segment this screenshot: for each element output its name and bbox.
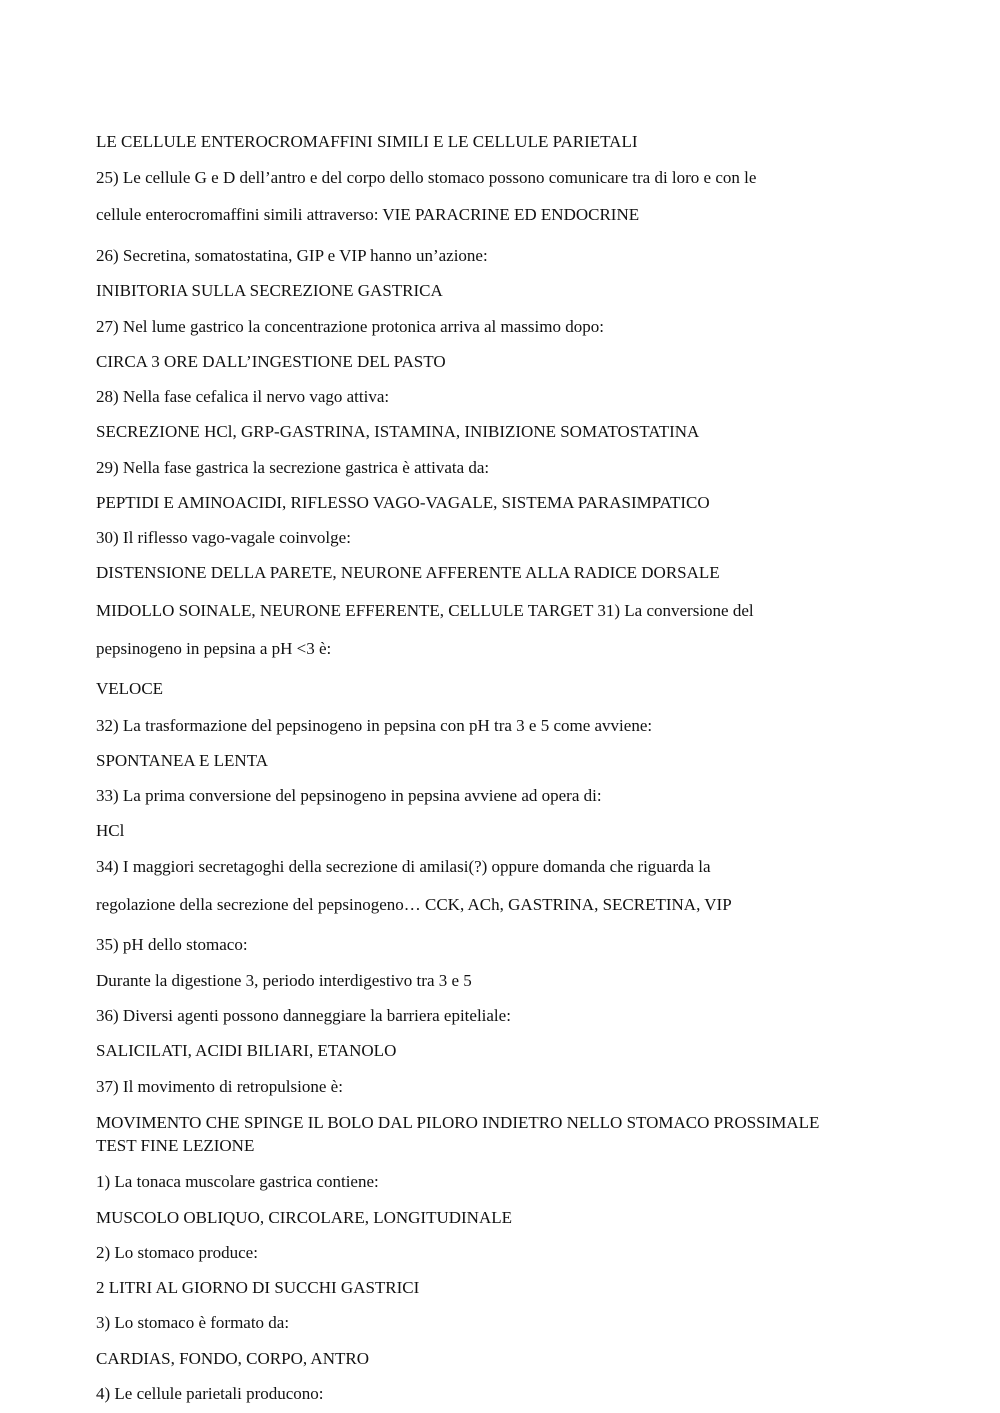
answer-text: CARDIAS, FONDO, CORPO, ANTRO bbox=[96, 1349, 369, 1368]
question-text: 30) Il riflesso vago-vagale coinvolge: bbox=[96, 528, 351, 547]
question-text: 29) Nella fase gastrica la secrezione gastrica è attivata da: bbox=[96, 458, 490, 477]
question-text: 32) La trasformazione del pepsinogeno in pepsina con pH tra 3 e 5 come avviene: bbox=[96, 716, 653, 735]
question-text: 2) Lo stomaco produce: bbox=[96, 1243, 258, 1262]
question-text: 4) Le cellule parietali producono: bbox=[96, 1384, 324, 1403]
question-text: 35) pH dello stomaco: bbox=[96, 935, 248, 954]
answer-text: CIRCA 3 ORE DALL’INGESTIONE DEL PASTO bbox=[96, 352, 446, 371]
answer-text: SALICILATI, ACIDI BILIARI, ETANOLO bbox=[96, 1041, 397, 1060]
answer-text: MIDOLLO SOINALE, NEURONE EFFERENTE, CELLULE TARGET 31) La conversione del bbox=[96, 601, 754, 620]
answer-text: HCl bbox=[96, 821, 125, 840]
answer-text: DISTENSIONE DELLA PARETE, NEURONE AFFERENTE ALLA RADICE DORSALE bbox=[96, 563, 720, 582]
section-heading: LE CELLULE ENTEROCROMAFFINI SIMILI E LE CELLULE PARIETALI bbox=[96, 132, 638, 151]
answer-text: 2 LITRI AL GIORNO DI SUCCHI GASTRICI bbox=[96, 1278, 420, 1297]
answer-text: INIBITORIA SULLA SECREZIONE GASTRICA bbox=[96, 281, 443, 300]
answer-text: SECREZIONE HCl, GRP-GASTRINA, ISTAMINA, INIBIZIONE SOMATOSTATINA bbox=[96, 422, 700, 441]
question-text: pepsinogeno in pepsina a pH <3 è: bbox=[96, 639, 332, 658]
answer-text: regolazione della secrezione del pepsinogeno… CCK, ACh, GASTRINA, SECRETINA, VIP bbox=[96, 895, 732, 914]
question-text: 37) Il movimento di retropulsione è: bbox=[96, 1077, 343, 1096]
question-text: 1) La tonaca muscolare gastrica contiene: bbox=[96, 1172, 379, 1191]
question-text: 27) Nel lume gastrico la concentrazione protonica arriva al massimo dopo: bbox=[96, 317, 604, 336]
answer-text: Durante la digestione 3, periodo interdigestivo tra 3 e 5 bbox=[96, 971, 472, 990]
section-heading: TEST FINE LEZIONE bbox=[96, 1136, 255, 1155]
answer-text: SPONTANEA E LENTA bbox=[96, 751, 268, 770]
answer-text: VELOCE bbox=[96, 679, 164, 698]
question-text: 36) Diversi agenti possono danneggiare la barriera epiteliale: bbox=[96, 1006, 511, 1025]
answer-text: MOVIMENTO CHE SPINGE IL BOLO DAL PILORO INDIETRO NELLO STOMACO PROSSIMALE bbox=[96, 1113, 820, 1132]
question-text: 3) Lo stomaco è formato da: bbox=[96, 1313, 290, 1332]
question-text: 34) I maggiori secretagoghi della secrezione di amilasi(?) oppure domanda che riguarda la bbox=[96, 857, 711, 876]
question-text: cellule enterocromaffini simili attraverso: VIE PARACRINE ED ENDOCRINE bbox=[96, 205, 640, 224]
question-text: 25) Le cellule G e D dell’antro e del corpo dello stomaco possono comunicare tra di loro e con le bbox=[96, 168, 757, 187]
question-text: 28) Nella fase cefalica il nervo vago attiva: bbox=[96, 387, 390, 406]
answer-text: MUSCOLO OBLIQUO, CIRCOLARE, LONGITUDINALE bbox=[96, 1208, 513, 1227]
question-text: 26) Secretina, somatostatina, GIP e VIP hanno un’azione: bbox=[96, 246, 488, 265]
answer-text: PEPTIDI E AMINOACIDI, RIFLESSO VAGO-VAGALE, SISTEMA PARASIMPATICO bbox=[96, 493, 710, 512]
question-text: 33) La prima conversione del pepsinogeno in pepsina avviene ad opera di: bbox=[96, 786, 602, 805]
